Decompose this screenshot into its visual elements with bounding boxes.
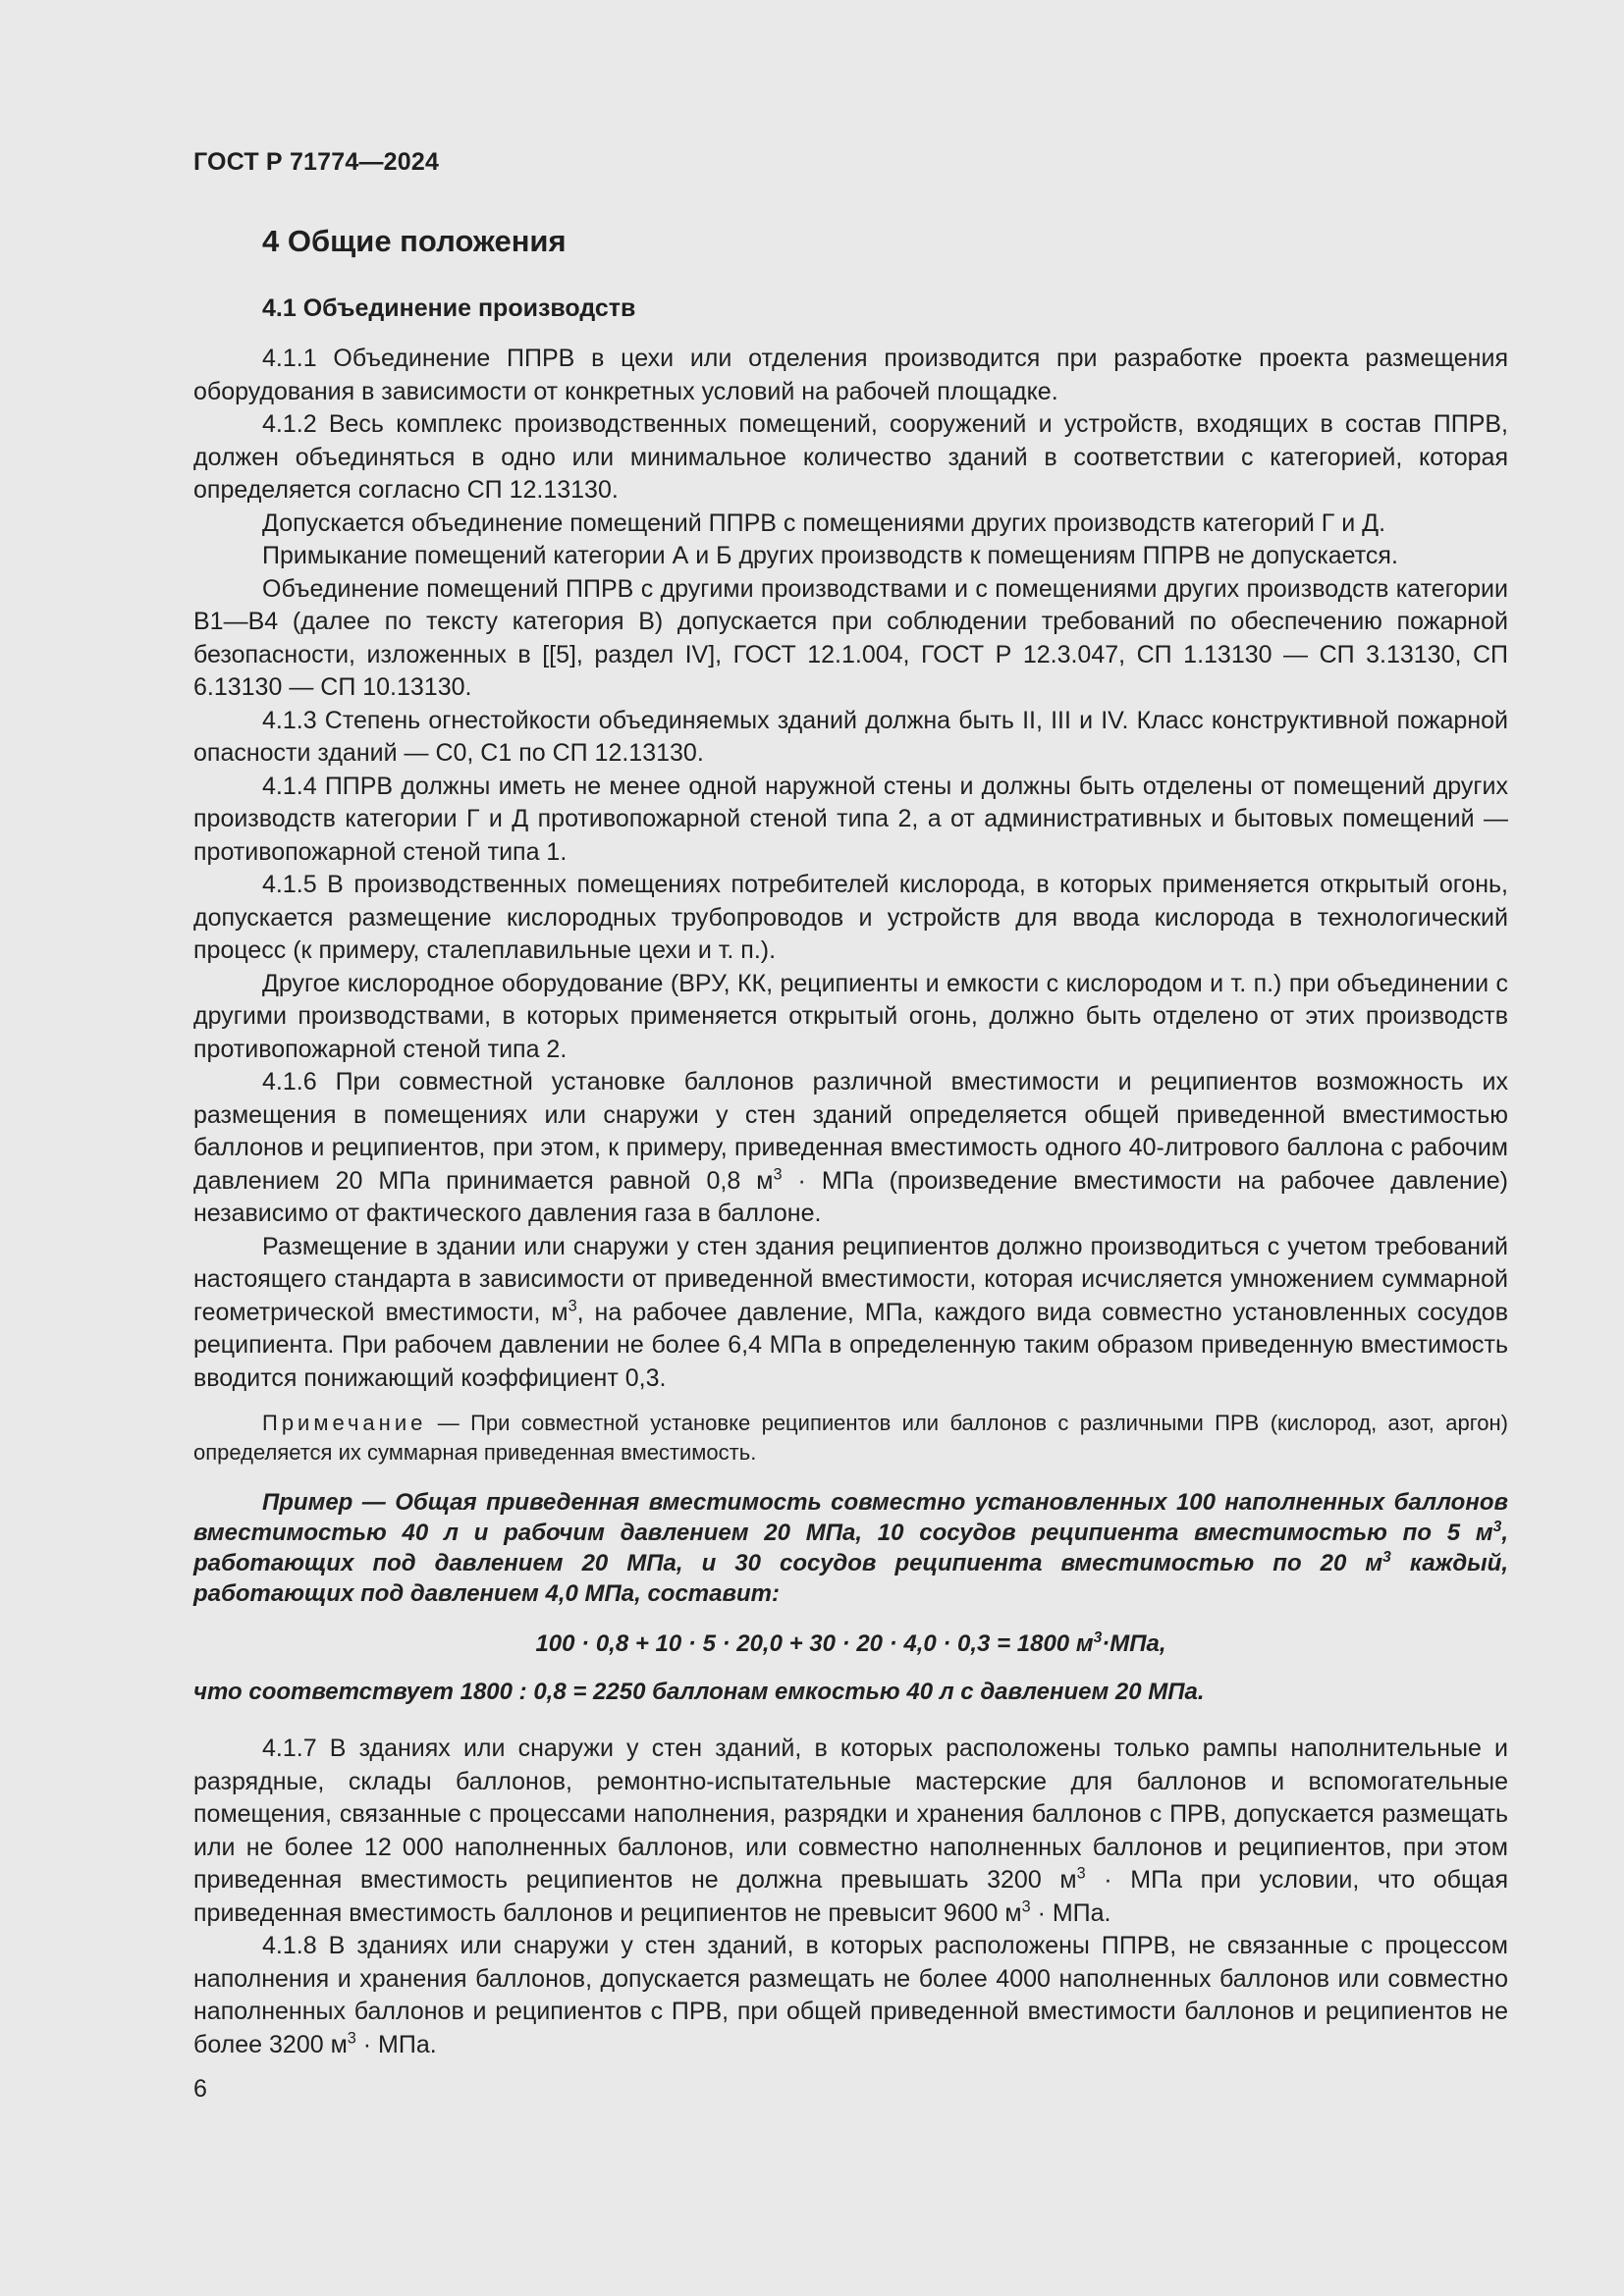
superscript: 3 bbox=[1382, 1549, 1391, 1566]
text-run: Размещение в здании или снаружи у стен здания реципиентов должно производиться с учетом требований настоящего стандарта в зависимости от приведенной вместимости, которая исчисляется умножением суммарной геометрической вместимости, м bbox=[193, 1232, 1508, 1326]
page-number: 6 bbox=[193, 2075, 207, 2103]
superscript: 3 bbox=[347, 2029, 356, 2048]
text-run: · МПа (произведение вместимости на рабочее давление) независимо от фактического давления газа в баллоне. bbox=[193, 1166, 1508, 1227]
paragraph-4-1-2-adjacency: Примыкание помещений категории А и Б других производств к помещениям ППРВ не допускается. bbox=[262, 542, 1398, 569]
page-content bbox=[193, 224, 1508, 2061]
note-label: Примечание bbox=[262, 1411, 427, 1435]
paragraph-4-1-5-other: Другое кислородное оборудование (ВРУ, КК, реципиенты и емкости с кислородом и т. п.) при объединении с другими производствами, в которых применяется открытый огонь, должно быть отделено от этих производств противопожарной стеной типа 2. bbox=[193, 969, 1508, 1063]
text-run: Пример — Общая приведенная вместимость совместно установленных 100 наполненных баллонов вместимостью 40 л и рабочим давлением 20 МПа, 10 сосудов реципиента вместимостью по 5 м bbox=[193, 1489, 1508, 1546]
paragraph-4-1-6-recipients bbox=[193, 1231, 1508, 1396]
note-text: — При совместной установке реципиентов или баллонов с различными ПРВ (кислород, азот, аргон) определяется их суммарная приведенная вместимость. bbox=[193, 1411, 1508, 1465]
example-formula bbox=[193, 1629, 1508, 1659]
superscript: 3 bbox=[1093, 1629, 1103, 1646]
text-run: , на рабочее давление, МПа, каждого вида совместно установленных сосудов реципиента. При рабочем давлении не более 6,4 МПа в определенную таким образом приведенную вместимость вводится понижающий коэффициент 0,3. bbox=[193, 1298, 1508, 1392]
paragraph-4-1-5: 4.1.5 В производственных помещениях потребителей кислорода, в которых применяется открытый огонь, допускается размещение кислородных трубопроводов и устройств для ввода кислорода в технологический процесс (к примеру, сталеплавильные цехи и т. п.). bbox=[193, 871, 1508, 964]
text-run: · МПа. bbox=[355, 2030, 437, 2058]
paragraph-4-1-2-category-v: Объединение помещений ППРВ с другими производствами и с помещениями других производств категории В1—В4 (далее по тексту категория В) допускается при соблюдении требований по обеспечению пожарной безопасности, изложенных в [[5], раздел IV], ГОСТ 12.1.004, ГОСТ Р 12.3.047, СП 1.13130 — СП 3.13130, СП 6.13130 — СП 10.13130. bbox=[193, 574, 1508, 701]
superscript: 3 bbox=[1492, 1519, 1502, 1535]
example bbox=[193, 1487, 1508, 1609]
paragraph-4-1-2-allow: Допускается объединение помещений ППРВ с помещениями других производств категорий Г и Д. bbox=[262, 508, 1386, 537]
note bbox=[193, 1409, 1508, 1468]
text-run: 4.1.7 В зданиях или снаружи у стен зданий, в которых расположены только рампы наполнительные и разрядные, склады баллонов, ремонтно-испытательные мастерские для баллонов и вспомогательные помещения, связанные с процессами наполнения, разрядки и хранения баллонов с ПРВ, допускается размещать или не более 12 000 наполненных баллонов, или совместно наполненных баллонов и реципиентов, при этом приведенная вместимость реципиентов не должна превышать 3200 м bbox=[193, 1735, 1508, 1894]
text-run: 4.1.6 При совместной установке баллонов различной вместимости и реципиентов возможность их размещения в помещениях или снаружи у стен зданий определяется общей приведенной вместимостью баллонов и реципиентов, при этом, к примеру, приведенная вместимость одного 40-литрового баллона с рабочим давлением 20 МПа принимается равной 0,8 м bbox=[193, 1068, 1508, 1195]
section-title: 4 Общие положения bbox=[262, 224, 567, 258]
text-run: каждый, работающих под давлением 4,0 МПа, составит: bbox=[193, 1550, 1508, 1607]
paragraph-4-1-1: 4.1.1 Объединение ППРВ в цехи или отделения производится при разработке проекта размещения оборудования в зависимости от конкретных условий на рабочей площадке. bbox=[193, 345, 1508, 405]
paragraph-4-1-2: 4.1.2 Весь комплекс производственных помещений, сооружений и устройств, входящих в состав ППРВ, должен объединяться в одно или минимальное количество зданий в соответствии с категорией, которая определяется согласно СП 12.13130. bbox=[193, 410, 1508, 504]
text-run: 100 · 0,8 + 10 · 5 · 20,0 + 30 · 20 · 4,0 · 0,3 = 1800 м bbox=[535, 1630, 1094, 1657]
paragraph-4-1-7 bbox=[193, 1733, 1508, 1930]
text-run: · МПа. bbox=[1030, 1898, 1111, 1927]
text-run: ·МПа, bbox=[1102, 1630, 1166, 1657]
text-run: 4.1.8 В зданиях или снаружи у стен зданий, в которых расположены ППРВ, не связанные с процессом наполнения и хранения баллонов, допускается размещать не более 4000 наполненных баллонов или совместно наполненных баллонов и реципиентов с ПРВ, при общей приведенной вместимости баллонов и реципиентов не более 3200 м bbox=[193, 1932, 1508, 2058]
text-run: · МПа при условии, что общая приведенная вместимость баллонов и реципиентов не превысит 9600 м bbox=[193, 1866, 1508, 1927]
subsection-title: 4.1 Объединение производств bbox=[262, 294, 636, 322]
superscript: 3 bbox=[568, 1297, 577, 1315]
superscript: 3 bbox=[1021, 1897, 1031, 1916]
paragraph-4-1-3: 4.1.3 Степень огнестойкости объединяемых зданий должна быть II, III и IV. Класс конструктивной пожарной опасности зданий — С0, С1 по СП 12.13130. bbox=[193, 706, 1508, 767]
superscript: 3 bbox=[1076, 1864, 1086, 1883]
paragraph-4-1-4: 4.1.4 ППРВ должны иметь не менее одной наружной стены и должны быть отделены от помещений других производств категории Г и Д противопожарной стеной типа 2, а от административных и бытовых помещений — противопожарной стеной типа 1. bbox=[193, 772, 1508, 866]
text-run: , работающих под давлением 20 МПа, и 30 сосудов реципиента вместимостью по 20 м bbox=[193, 1520, 1508, 1576]
paragraph-4-1-6 bbox=[193, 1066, 1508, 1231]
example-conclusion: что соответствует 1800 : 0,8 = 2250 баллонам емкостью 40 л с давлением 20 МПа. bbox=[193, 1679, 1205, 1705]
document-id: ГОСТ Р 71774—2024 bbox=[193, 148, 440, 176]
paragraph-4-1-8 bbox=[193, 1930, 1508, 2061]
superscript: 3 bbox=[773, 1165, 783, 1184]
